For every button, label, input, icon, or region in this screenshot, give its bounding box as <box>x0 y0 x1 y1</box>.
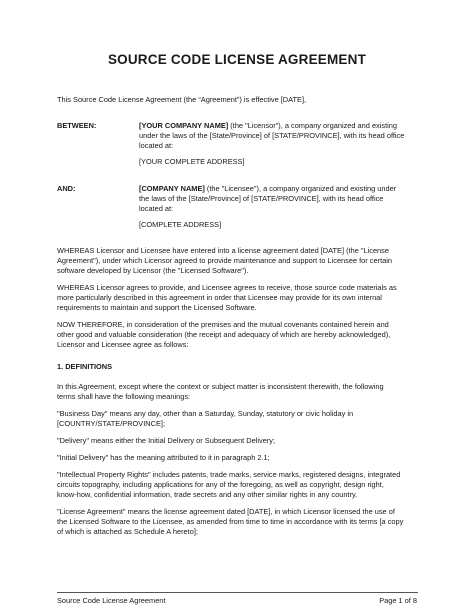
licensor-line-1-rest: (the "Licensor"), a company organized and existing <box>228 121 398 130</box>
and-label: AND: <box>57 184 76 193</box>
footer-divider <box>57 592 418 593</box>
def-delivery: "Delivery" means either the Initial Delivery or Subsequent Delivery; <box>57 436 276 445</box>
whereas-2-line: more particularly described in this agreement in order that Licensee may provide for its own internal <box>57 293 382 302</box>
licensor-line-2: under the laws of the [State/Province] of [STATE/PROVINCE], with its head office <box>139 131 405 140</box>
definitions-intro-line: In this Agreement, except where the context or subject matter is inconsistent therewith, the following <box>57 382 384 391</box>
licensee-line-1 <box>139 184 396 194</box>
document-title: SOURCE CODE LICENSE AGREEMENT <box>107 52 367 67</box>
licensor-address: [YOUR COMPLETE ADDRESS] <box>139 157 245 166</box>
def-business-day-line: "Business Day" means any day, other than a Saturday, Sunday, statutory or civic holiday in <box>57 409 354 418</box>
section-1-heading: 1. DEFINITIONS <box>57 362 113 371</box>
licensor-name: [YOUR COMPANY NAME] <box>139 121 229 130</box>
def-initial-delivery: "Initial Delivery" has the meaning attributed to it in paragraph 2.1; <box>57 453 270 462</box>
whereas-2-line: requirements to maintain and support the Licensed Software. <box>57 303 257 312</box>
def-ip-rights-line: know-how, confidential information, trade secrets and any other similar rights in any country. <box>57 490 358 499</box>
def-license-agreement-line: "License Agreement" means the license agreement dated [DATE], in which Licensor licensed the use of <box>57 507 395 516</box>
def-business-day-line: [COUNTRY/STATE/PROVINCE]; <box>57 419 165 428</box>
between-label: BETWEEN: <box>57 121 97 130</box>
licensee-line-2: the laws of the [State/Province] of [STATE/PROVINCE], with its head office <box>139 194 384 203</box>
licensor-line-1 <box>139 121 397 131</box>
whereas-1-line: software developed by Licensor (the "Licensed Software"). <box>57 266 249 275</box>
def-ip-rights-line: "Intellectual Property Rights" includes patents, trade marks, service marks, registered designs, integrated <box>57 470 401 479</box>
now-therefore-line: Licensor and Licensee agree as follows: <box>57 340 189 349</box>
whereas-1-line: Agreement"), under which Licensor agreed to provide maintenance and support to Licensee for certain <box>57 256 392 265</box>
now-therefore-line: NOW THEREFORE, in consideration of the premises and the mutual covenants contained herein and <box>57 320 389 329</box>
def-ip-rights-line: circuits topography, including applications for any of the foregoing, as well as copyright, design right, <box>57 480 384 489</box>
whereas-2-line: WHEREAS Licensor agrees to provide, and Licensee agrees to receive, those source code materials as <box>57 283 397 292</box>
footer-page-number: Page 1 of 8 <box>379 596 417 605</box>
def-license-agreement-line: of which is attached as Schedule A hereto]; <box>57 527 198 536</box>
licensee-line-3: located at: <box>139 204 174 213</box>
footer-document-name: Source Code License Agreement <box>57 596 166 605</box>
now-therefore-line: other good and valuable consideration (the receipt and adequacy of which are hereby acknowledged), <box>57 330 391 339</box>
def-license-agreement-line: the Licensed Software to the Licensee, as amended from time to time in accordance with its terms [a copy <box>57 517 404 526</box>
whereas-1-line: WHEREAS Licensor and Licensee have entered into a license agreement dated [DATE] (the "License <box>57 246 389 255</box>
licensee-name: [COMPANY NAME] <box>139 184 205 193</box>
definitions-intro-line: terms shall have the following meanings: <box>57 392 191 401</box>
licensee-line-1-rest: (the "Licensee"), a company organized and existing under <box>204 184 397 193</box>
intro-text: This Source Code License Agreement (the “Agreement”) is effective [DATE], <box>57 95 307 104</box>
licensor-line-3: located at: <box>139 141 174 150</box>
licensee-address: [COMPLETE ADDRESS] <box>139 220 222 229</box>
